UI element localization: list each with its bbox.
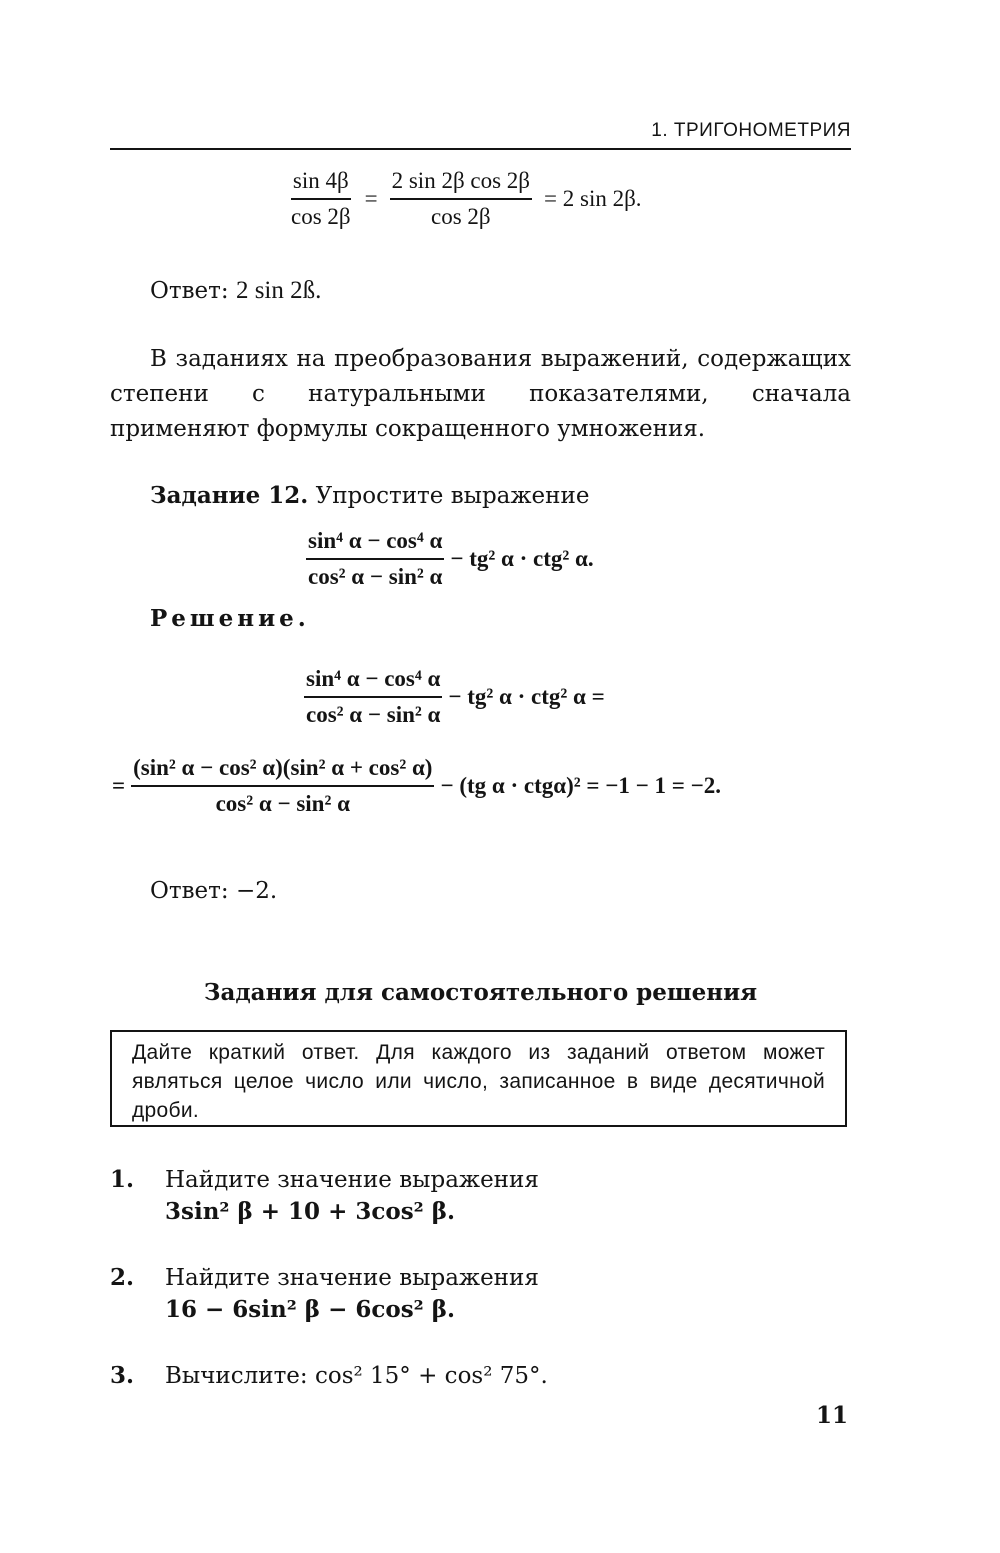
- solution-1-denominator: cos² α − sin² α: [306, 702, 441, 727]
- self-study-title: Задания для самостоятельного решения: [203, 979, 758, 1006]
- task-3-number: 3.: [110, 1362, 135, 1389]
- task-12-tail: − tg² α · ctg² α.: [450, 546, 594, 571]
- intro-paragraph: В заданиях на преобразования выражений, содержащих степени с натуральными показателями, сначала применяют формулы сокращенного умножения.: [110, 346, 851, 442]
- task-2-number: 2.: [110, 1264, 135, 1291]
- task-2-body: [165, 1262, 539, 1326]
- task-1-text: Найдите значение выражения: [165, 1167, 539, 1193]
- solution-1-numerator: sin⁴ α − cos⁴ α: [304, 666, 442, 698]
- task-3-body: [165, 1360, 548, 1392]
- solution-2-numerator: (sin² α − cos² α)(sin² α + cos² α): [131, 755, 434, 787]
- fraction-1-denominator: cos 2β: [291, 204, 351, 229]
- task-3: [110, 1360, 851, 1396]
- answer-2: [150, 878, 277, 904]
- fraction-1: [289, 168, 353, 230]
- task-12-heading: [150, 482, 589, 509]
- solution-label: Решение.: [150, 605, 310, 632]
- task-12-label: Задание 12.: [150, 482, 309, 509]
- fraction-2-denominator: cos 2β: [431, 204, 491, 229]
- page-number: 11: [815, 1402, 848, 1429]
- task-2-text: Найдите значение выражения: [165, 1265, 539, 1291]
- answer-1: [150, 277, 321, 305]
- solution-2-tail: − (tg α · ctgα)² = −1 − 1 = −2.: [440, 773, 721, 798]
- task-3-text: Вычислите: cos² 15° + cos² 75°.: [165, 1363, 548, 1389]
- task-12-text: Упростите выражение: [315, 483, 590, 509]
- solution-2-lead: =: [112, 773, 126, 798]
- formula-sin4b: [283, 168, 648, 230]
- solution-1-fraction: [304, 666, 442, 728]
- task-1-number: 1.: [110, 1166, 135, 1193]
- solution-2-denominator: cos² α − sin² α: [215, 791, 350, 816]
- section-title: 1. ТРИГОНОМЕТРИЯ: [651, 120, 851, 141]
- solution-line-2: [112, 755, 721, 817]
- solution-line-1: [298, 666, 605, 728]
- task-1-body: [165, 1164, 539, 1228]
- fraction-2-numerator: 2 sin 2β cos 2β: [390, 168, 532, 200]
- task-2-expression: 16 − 6sin² β − 6cos² β.: [165, 1296, 456, 1323]
- running-header: [110, 118, 851, 150]
- answer-2-label: Ответ:: [150, 878, 229, 904]
- solution-2-fraction: [131, 755, 434, 817]
- instruction-text: Дайте краткий ответ. Для каждого из заданий ответом может являться целое число или число, записанное в виде десятичной дроби.: [132, 1041, 825, 1122]
- answer-1-value: 2 sin 2ß.: [235, 277, 322, 304]
- solution-1-tail: − tg² α · ctg² α =: [448, 684, 605, 709]
- task-12-expression: [300, 528, 594, 590]
- instruction-box: [110, 1030, 847, 1127]
- task-2: [110, 1262, 851, 1332]
- answer-2-value: −2.: [235, 878, 278, 904]
- task-12-fraction: [306, 528, 444, 590]
- task-1: [110, 1164, 851, 1234]
- task-12-numerator: sin⁴ α − cos⁴ α: [306, 528, 444, 560]
- answer-1-label: Ответ:: [150, 278, 229, 304]
- task-1-expression: 3sin² β + 10 + 3cos² β.: [165, 1198, 456, 1225]
- fraction-1-numerator: sin 4β: [291, 168, 351, 200]
- formula-1-result: = 2 sin 2β.: [544, 186, 642, 211]
- equals-sign: =: [364, 186, 378, 211]
- fraction-2: [390, 168, 532, 230]
- task-12-denominator: cos² α − sin² α: [308, 564, 443, 589]
